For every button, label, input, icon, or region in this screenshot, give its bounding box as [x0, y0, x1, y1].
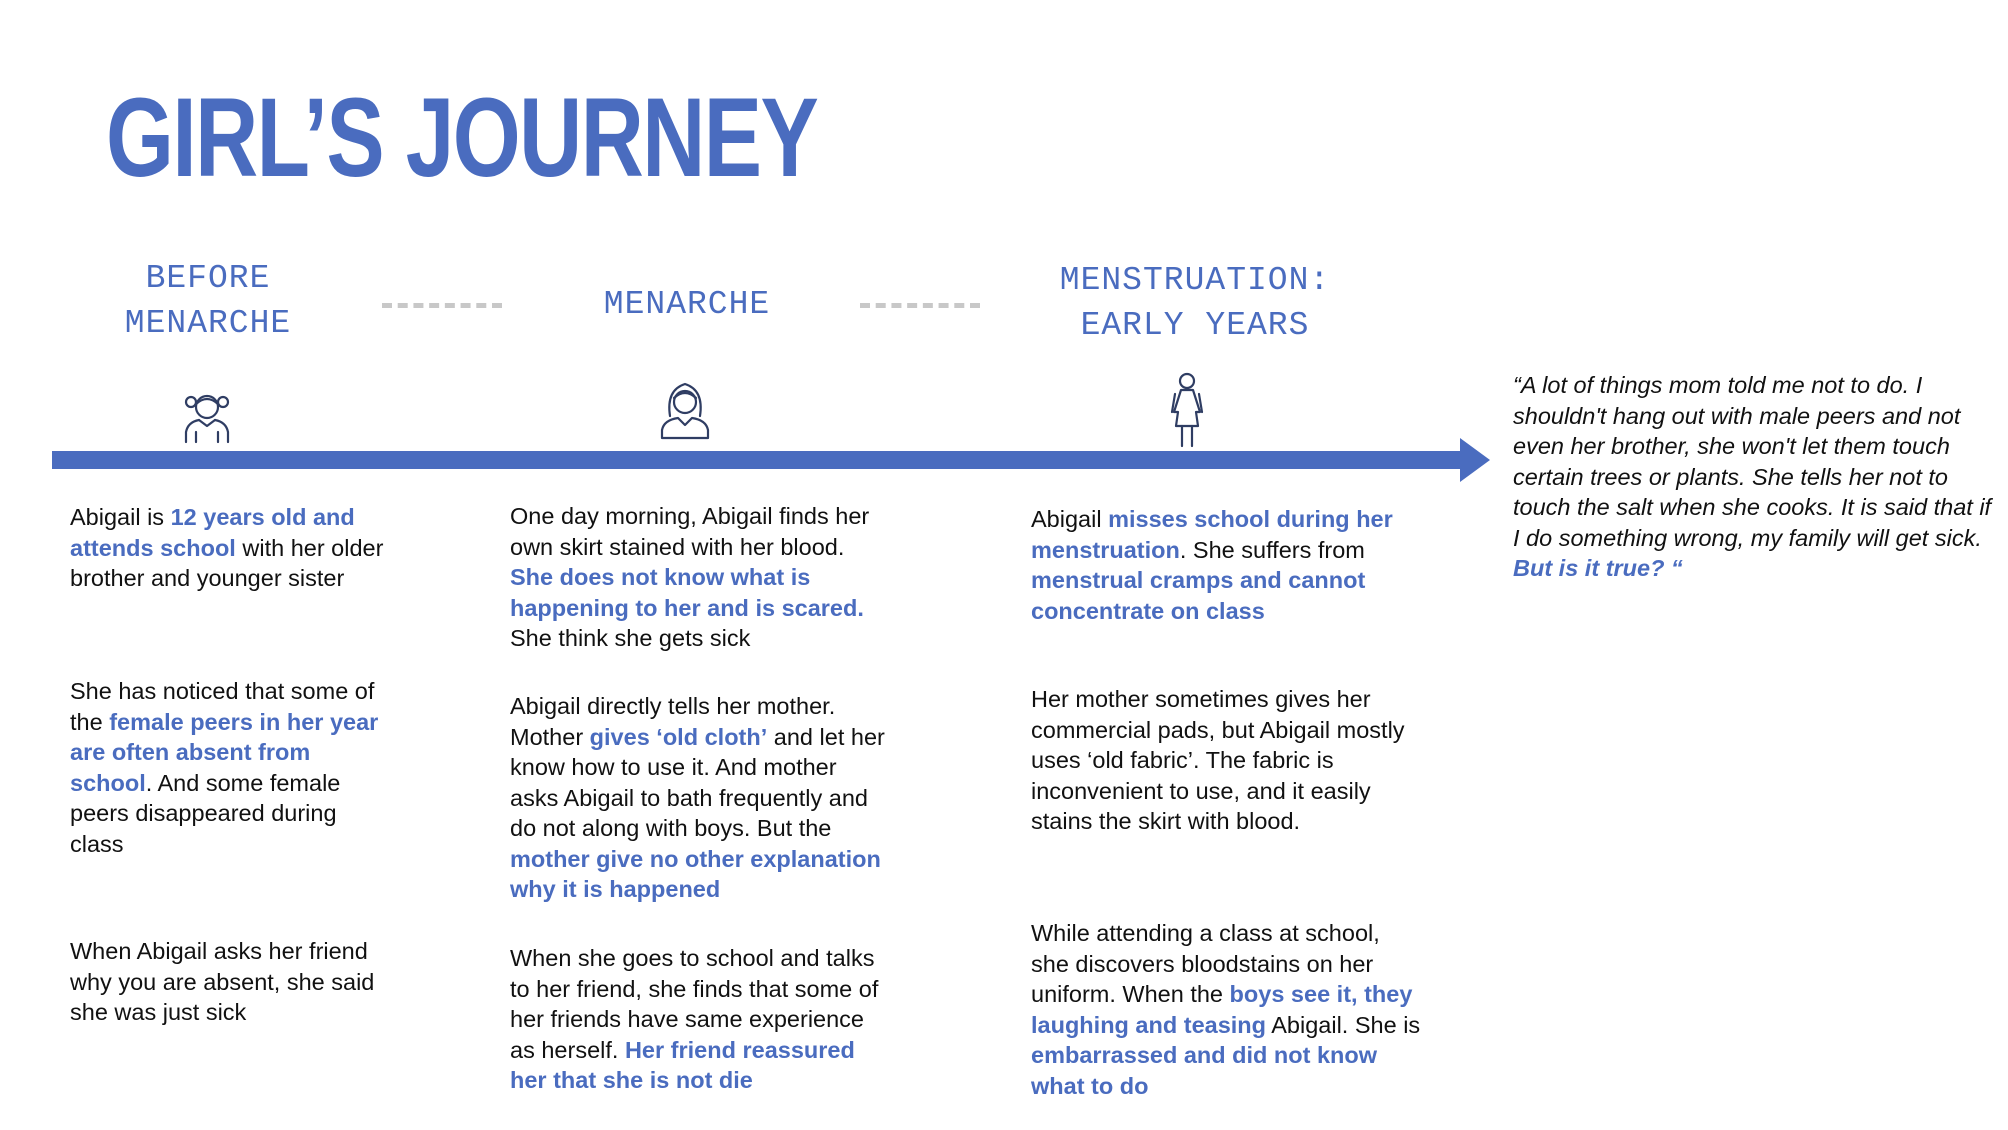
body-text: When she goes to school and talks to her friend, she finds that some of her friends have same experience as herself.	[510, 945, 879, 1063]
stage-label-menstruation-early-years	[1030, 258, 1360, 348]
highlighted-text: Her friend reassured her that she is not die	[510, 1036, 855, 1093]
timeline-arrow-icon	[52, 436, 1492, 484]
body-text: Abigail is	[70, 504, 171, 530]
stage-separator-dashes	[382, 303, 502, 308]
quote-text: “A lot of things mom told me not to do. I shouldn't hang out with male peers and not even her brother, she won't let them touch certain trees or plants. She tells her not to touch the salt when she cooks. It is said that if I do something wrong, my family will get sick.	[1513, 372, 1992, 551]
highlighted-text: gives ‘old cloth’	[589, 723, 768, 750]
body-text: While attending a class at school, she discovers bloodstains on her uniform. When the	[1031, 920, 1380, 1007]
young-woman-icon	[658, 378, 712, 440]
stage-label-line: MENSTRUATION:	[1059, 262, 1331, 299]
story-paragraph	[510, 501, 890, 654]
highlighted-text: mother give no other explanation why it is happened	[510, 845, 881, 902]
story-paragraph	[1031, 918, 1421, 1101]
body-text: Her mother sometimes gives her commercial pads, but Abigail mostly uses ‘old fabric’. The fabric is inconvenient to use, and it easily stains the skirt with blood.	[1031, 686, 1405, 834]
stage-separator-dashes	[860, 303, 980, 308]
body-text: . And some female peers disappeared during class	[70, 769, 341, 857]
story-paragraph	[70, 676, 390, 859]
stage-label-line: MENARCHE	[603, 286, 771, 323]
highlighted-text: misses school during her menstruation	[1031, 506, 1393, 563]
stage-label-line: EARLY YEARS	[1080, 307, 1310, 344]
body-text: She think she gets sick	[510, 625, 751, 651]
quote-block	[1513, 370, 1993, 584]
stage-label-before-menarche	[96, 256, 320, 346]
story-paragraph	[70, 502, 390, 594]
highlighted-text: She does not know what is happening to her and is scared.	[510, 564, 864, 621]
highlighted-text: menstrual cramps and cannot concentrate on class	[1031, 567, 1366, 624]
highlighted-text: embarrassed and did not know what to do	[1031, 1042, 1378, 1099]
body-text: with her older brother and younger sister	[70, 534, 384, 591]
story-paragraph	[1031, 504, 1421, 626]
stage-label-line: BEFORE	[145, 260, 271, 297]
stage-label-menarche	[572, 282, 802, 327]
body-text: When Abigail asks her friend why you are absent, she said she was just sick	[70, 938, 375, 1025]
page-title: GIRL’S JOURNEY	[106, 75, 818, 200]
stage-label-line: MENARCHE	[124, 305, 292, 342]
highlighted-text: female peers in her year are often absent from school	[70, 708, 379, 796]
highlighted-text: boys see it, they laughing and teasing	[1031, 981, 1413, 1038]
story-paragraph	[70, 936, 390, 1028]
story-paragraph	[510, 943, 890, 1096]
story-paragraph	[510, 691, 890, 905]
body-text: One day morning, Abigail finds her own skirt stained with her blood.	[510, 503, 870, 560]
story-paragraph	[1031, 684, 1421, 837]
body-text: Abigail directly tells her mother. Mother	[510, 693, 836, 750]
body-text: and let her know how to use it. And mother asks Abigail to bath frequently and do not along with boys. But the	[510, 723, 885, 841]
highlighted-text: 12 years old and attends school	[70, 504, 355, 561]
body-text: Abigail. She is	[1266, 1011, 1421, 1038]
body-text: She has noticed that some of the	[70, 678, 375, 735]
body-text: Abigail	[1031, 506, 1109, 532]
quote-highlight: But is it true? “	[1513, 555, 1683, 581]
body-text: . She suffers from	[1179, 536, 1365, 563]
